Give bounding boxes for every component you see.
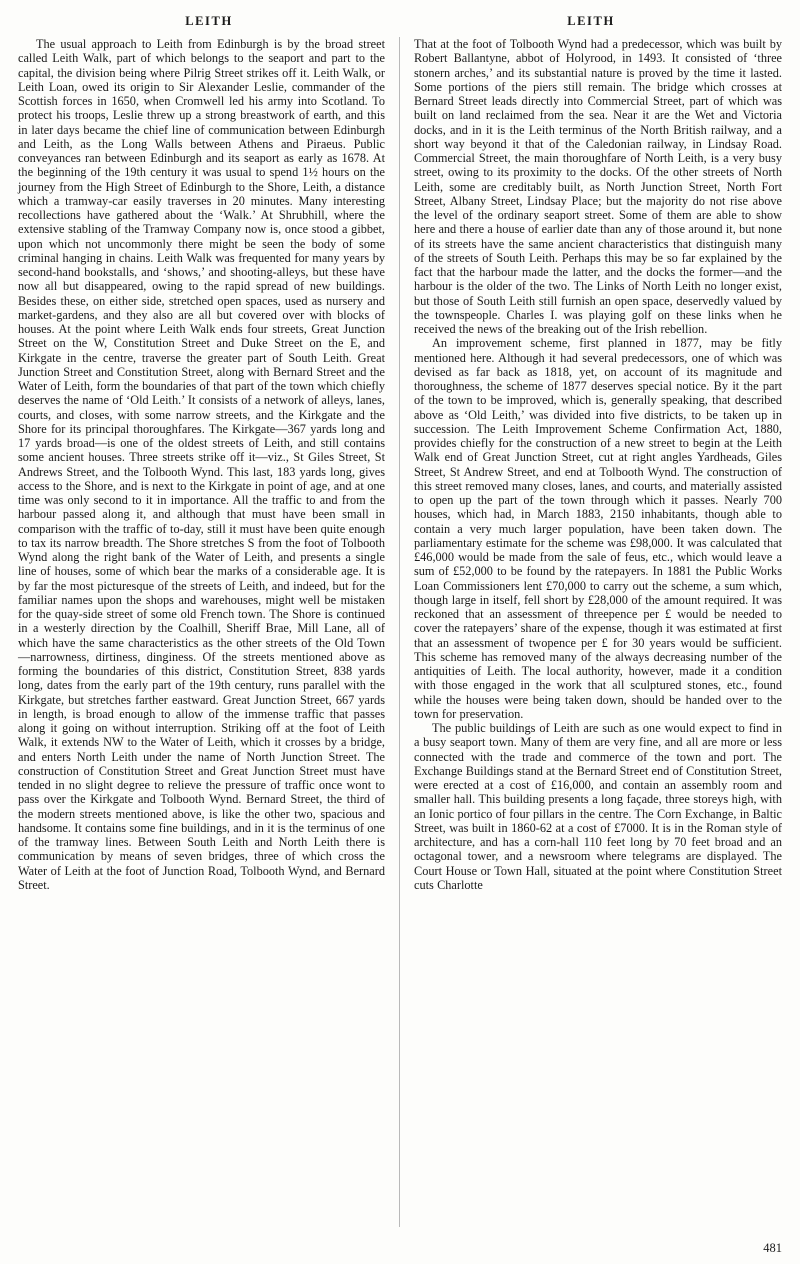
running-head-left: LEITH	[185, 14, 233, 28]
paragraph: That at the foot of Tolbooth Wynd had a predecessor, which was built by Robert Ballantyne, abbot of Holyrood, in 1493. It consisted of ‘three stonern arches,’ and its substantial nature is proved by the time it lasted. Some portions of the piers still remain. The bridge which crosses at Bernard Street leads directly into Commercial Street, part of which was built on land reclaimed from the sea. Near it are the Wet and Victoria docks, and in it is the Leith terminus of the North British railway, and a short way beyond it that of the Caledonian railway, in Lindsay Road. Commercial Street, the main thoroughfare of North Leith, is a very busy street, owing to its proximity to the docks. Of the other streets of North Leith, some are creditably built, as North Junction Street, North Fort Street, Albany Street, Lindsay Place; but the majority do not rise above the level of the ordinary seaport street. Some of them are able to show here and there a house of earlier date than any of those around it, but none of its streets have the same ancient characteristics that distinguish many of the streets of South Leith. Perhaps this may be so far explained by the fact that the harbour made the latter, and the docks the former—and the harbour is the older of the two. The Links of North Leith no longer exist, but those of South Leith still furnish an open space, deservedly valued by the townspeople. Charles I. was playing golf on these links when he received the news of the breaking out of the Irish rebellion.	[414, 37, 782, 336]
paragraph: The usual approach to Leith from Edinburgh is by the broad street called Leith Walk, part of which belongs to the seaport and part to the capital, the division being where Pilrig Street strikes off it. Leith Walk, or Leith Loan, owed its origin to Sir Alexander Leslie, commander of the Scottish forces in 1650, when Cromwell led his army into Scotland. To protect his troops, Leslie threw up a strong breastwork of earth, and this in later days became the chief line of communication between Edinburgh and Leith, as the Long Walls between Athens and Piraeus. Public conveyances ran between Edinburgh and its seaport as early as 1678. At the beginning of the 19th century it was usual to spend 1½ hours on the journey from the High Street of Edinburgh to the Shore, Leith, a distance which a tramway-car easily traverses in 20 minutes. Many interesting recollections have gathered about the ‘Walk.’ At Shrubhill, where the extensive stabling of the Tramway Company now is, once stood a gibbet, upon which not uncommonly there might be seen the body of some criminal hanging in chains. Leith Walk was frequented for many years by second-hand bookstalls, and ‘shows,’ and shooting-alleys, but these have now all but disappeared, owing to the rapid spread of new buildings. Besides these, on either side, stretched open spaces, used as nursery and market-gardens, and they also are all but covered over with blocks of houses. At the point where Leith Walk ends four streets, Great Junction Street on the W, Constitution Street and Duke Street on the E, and Kirkgate in the centre, traverse the greater part of South Leith. Great Junction Street and Constitution Street, along with Bernard Street and the Water of Leith, form the boundaries of that part of the town which chiefly deserves the name of ‘Old Leith.’ It consists of a network of alleys, lanes, courts, and closes, with some narrow streets, and the Kirkgate and the Shore for its principal thoroughfares. The Kirkgate—367 yards long and 17 yards broad—is one of the oldest streets of Leith, and still contains some ancient houses. Three streets strike off it—viz., St Giles Street, St Andrews Street, and the Tolbooth Wynd. This last, 183 yards long, gives access to the Shore, and is next to the Kirkgate in point of age, and at one time was only second to it in importance. All the traffic to and from the harbour passed along it, and although that must have been small in comparison with the traffic of to-day, still it must have been quite enough to tax its narrow breadth. The Shore stretches S from the foot of Tolbooth Wynd along the right bank of the Water of Leith, and presents a single line of houses, some of which bear the marks of a considerable age. It is by far the most picturesque of the streets of Leith, and indeed, but for the familiar names upon the shops and warehouses, might well be mistaken for the quay-side street of some old French town. The Shore is continued in a westerly direction by the Coalhill, Sheriff Brae, Mill Lane, all of which have the same characteristics as the other streets of the Old Town—narrowness, dirtiness, dinginess. Of the streets mentioned above as forming the boundaries of this district, Constitution Street, 838 yards long, dates from the early part of the 19th century, runs parallel with the Kirkgate, but stretches farther eastward. Great Junction Street, 667 yards in length, is broad enough to allow of the immense traffic that passes along it going on without interruption. Striking off at the foot of Leith Walk, it extends NW to the Water of Leith, which it crosses by a bridge, and enters North Leith under the name of North Junction Street. The construction of Constitution Street and Great Junction Street must have tended in no slight degree to relieve the pressure of traffic once wont to pass over the Kirkgate and Tolbooth Wynd. Bernard Street, the third of the modern streets mentioned above, is like the other two, spacious and handsome. It contains some fine buildings, and in it is the terminus of one of the tramway lines. Between South Leith and North Leith there is communication by means of seven bridges, three of which cross the Water of Leith at the foot of Junction Road, Tolbooth Wynd, and Bernard Street.	[18, 37, 385, 892]
paragraph: An improvement scheme, first planned in 1877, may be fitly mentioned here. Although it had several predecessors, one of which was devised as far back as 1818, yet, on account of its magnitude and thoroughness, the scheme of 1877 deserves special notice. By it the part of the town to be improved, which is, generally speaking, that described above as ‘Old Leith,’ was divided into five districts, to be taken up in succession. The Leith Improvement Scheme Confirmation Act, 1880, provides chiefly for the construction of a new street to begin at the Leith Walk end of Great Junction Street, cut at right angles Yardheads, Giles Street, St Andrew Street, and end at Tolbooth Wynd. The construction of this street removed many closes, lanes, and courts, and materially assisted to open up the part of the town through which it passes. Nearly 700 houses, which had, in March 1883, 2150 inhabitants, though able to contain a very much larger population, have been taken down. The parliamentary estimate for the scheme was £98,000. It was calculated that £46,000 would be made from the sale of feus, etc., which would leave a sum of £52,000 to be found by the ratepayers. In 1881 the Public Works Loan Commissioners lent £70,000 to carry out the scheme, a sum which, though large in itself, fell short by £28,000 of the amount required. It was reckoned that an assessment of threepence per £ would be needed to cover the ratepayers’ share of the expense, though it was estimated at first that an assessment of twopence per £ for 30 years would be sufficient. This scheme has removed many of the always decreasing number of the antiquities of Leith. The local authority, however, made it a condition with those engaged in the work that all sculptured stones, etc., found while the houses were being taken down, should be handed over to the town for preservation.	[414, 336, 782, 721]
column-left	[18, 37, 400, 1227]
paragraph: The public buildings of Leith are such as one would expect to find in a busy seaport town. Many of them are very fine, and all are more or less connected with the trade and commerce of the town and port. The Exchange Buildings stand at the Bernard Street end of Constitution Street, were erected at a cost of £16,000, and contain an assembly room and smaller hall. This building presents a long façade, three storeys high, with an Ionic portico of four pillars in the centre. The Corn Exchange, in Baltic Street, was built in 1860-62 at a cost of £7000. It is in the Roman style of architecture, and has a corn-hall 110 feet long by 70 feet broad and an octagonal tower, and a newsroom where telegrams are displayed. The Court House or Town Hall, situated at the point where Constitution Street cuts Charlotte	[414, 721, 782, 892]
column-right	[400, 37, 782, 1227]
running-head-right: LEITH	[567, 14, 615, 28]
page-number: 481	[763, 1241, 782, 1255]
running-head-row	[18, 14, 782, 37]
text-columns	[18, 37, 782, 1227]
